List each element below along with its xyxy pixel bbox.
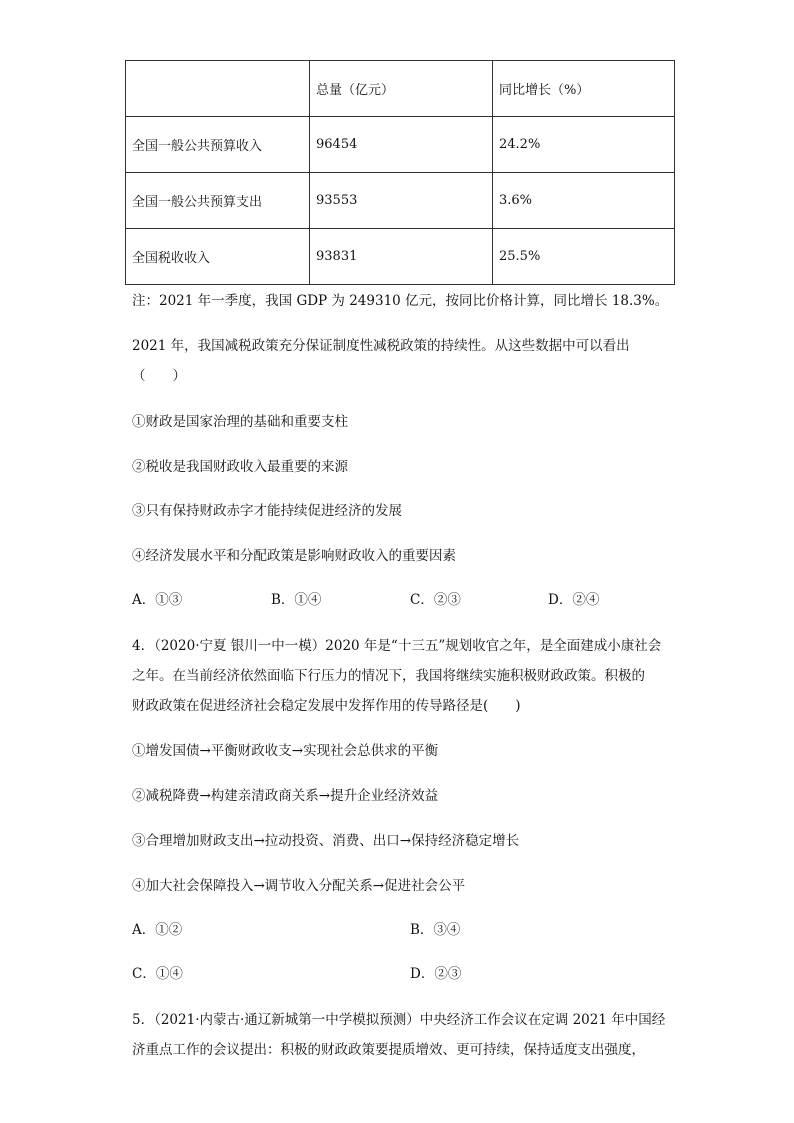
q4-option-a[interactable]: A．①②: [132, 922, 183, 938]
q4-item: ④加大社会保障投入→调节收入分配关系→促进社会公平: [132, 878, 466, 894]
table-header-cell: 同比增长（%）: [493, 61, 675, 117]
q3-item: ④经济发展水平和分配政策是影响财政收入的重要因素: [132, 548, 456, 564]
table-cell: 93553: [310, 173, 493, 229]
table-row: [126, 117, 675, 173]
table-row: [126, 229, 675, 285]
table-cell: 全国一般公共预算收入: [126, 117, 310, 173]
q4-item: ①增发国债→平衡财政收支→实现社会总供求的平衡: [132, 743, 439, 759]
table-cell: 25.5%: [493, 229, 675, 285]
table-header-cell: [126, 61, 310, 117]
q4-option-c[interactable]: C．①④: [132, 966, 183, 982]
q3-stem-line: （ ）: [132, 368, 186, 384]
q5-stem-line: 济重点工作的会议提出：积极的财政政策要提质增效、更可持续，保持适度支出强度，: [132, 1042, 645, 1058]
q4-item: ③合理增加财政支出→拉动投资、消费、出口→保持经济稳定增长: [132, 833, 520, 849]
q3-option-c[interactable]: C．②③: [410, 592, 461, 608]
table-cell: 全国一般公共预算支出: [126, 173, 310, 229]
fiscal-data-table: [125, 60, 675, 285]
table-note: 注：2021 年一季度，我国 GDP 为 249310 亿元，按同比价格计算，同比增长 18.3%。: [132, 293, 669, 309]
q4-item: ②减税降费→构建亲清政商关系→提升企业经济效益: [132, 788, 439, 804]
table-cell: 93831: [310, 229, 493, 285]
q4-stem-line: 财政政策在促进经济社会稳定发展中发挥作用的传导路径是( ): [132, 698, 521, 714]
table-header-row: [126, 61, 675, 117]
q3-item: ②税收是我国财政收入最重要的来源: [132, 459, 348, 475]
q3-stem-line: 2021 年，我国减税政策充分保证制度性减税政策的持续性。从这些数据中可以看出: [132, 338, 630, 354]
table-cell: 96454: [310, 117, 493, 173]
q3-option-a[interactable]: A．①③: [132, 592, 183, 608]
table-row: [126, 173, 675, 229]
q4-stem-line: 4．（2020·宁夏 银川一中一模）2020 年是“十三五”规划收官之年，是全面建成小康社会: [132, 638, 662, 654]
table-header-cell: 总量（亿元）: [310, 61, 493, 117]
q5-stem-line: 5．（2021·内蒙古·通辽新城第一中学模拟预测）中央经济工作会议在定调 2021 年中国经: [132, 1012, 666, 1028]
q3-item: ①财政是国家治理的基础和重要支柱: [132, 414, 348, 430]
q3-option-b[interactable]: B．①④: [271, 592, 322, 608]
q4-option-b[interactable]: B．③④: [410, 922, 461, 938]
table-cell: 24.2%: [493, 117, 675, 173]
q4-stem-line: 之年。在当前经济依然面临下行压力的情况下，我国将继续实施积极财政政策。积极的: [132, 668, 645, 684]
table-cell: 全国税收收入: [126, 229, 310, 285]
q3-option-d[interactable]: D．②④: [548, 592, 600, 608]
q3-item: ③只有保持财政赤字才能持续促进经济的发展: [132, 503, 402, 519]
q4-option-d[interactable]: D．②③: [410, 966, 462, 982]
table-cell: 3.6%: [493, 173, 675, 229]
